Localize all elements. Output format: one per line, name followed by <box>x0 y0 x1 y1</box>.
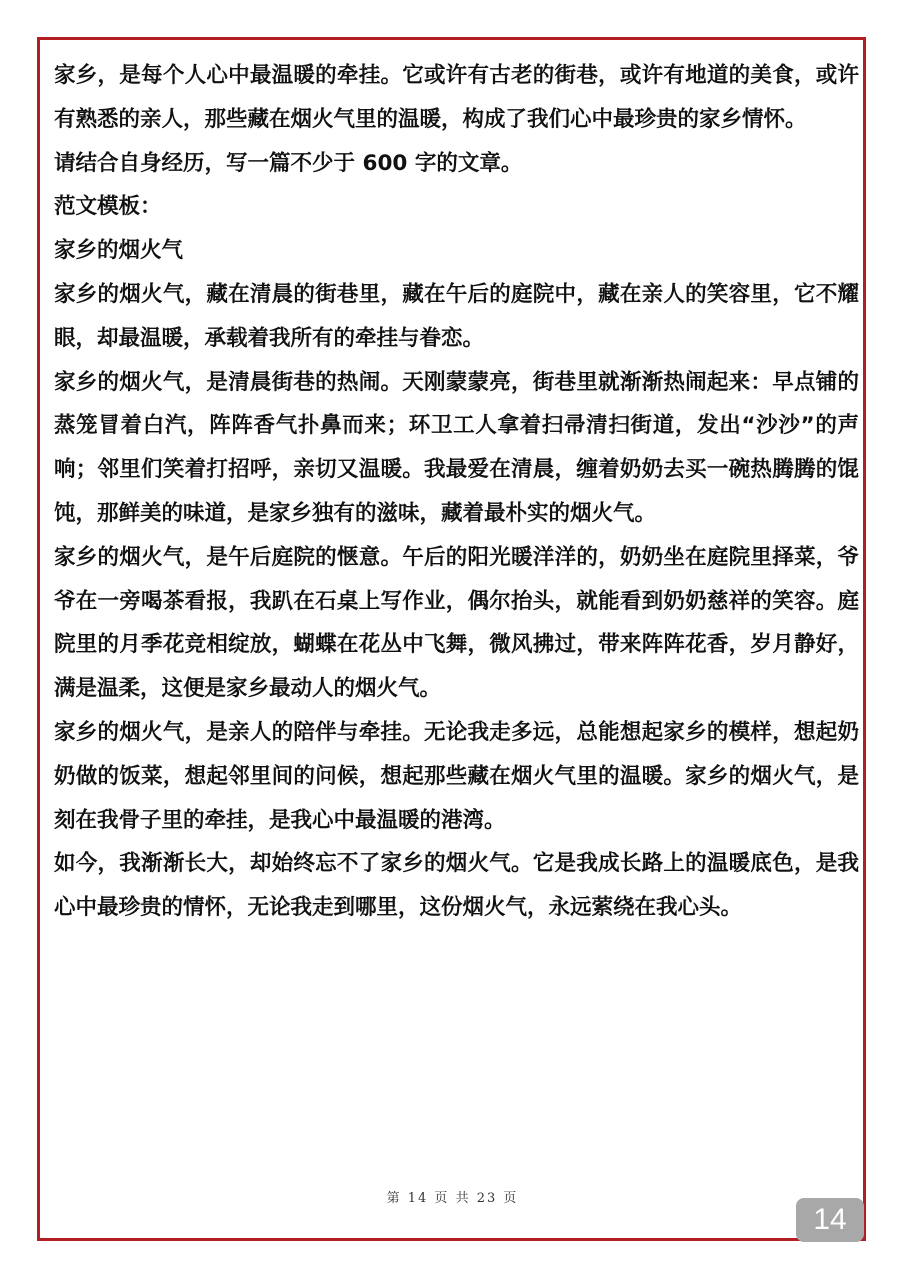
essay-paragraph: 家乡的烟火气，是清晨街巷的热闹。天刚蒙蒙亮，街巷里就渐渐热闹起来：早点铺的蒸笼冒着白汽，阵阵香气扑鼻而来；环卫工人拿着扫帚清扫街道，发出“沙沙”的声响；邻里们笑着打招呼，亲切又温暖。我最爱在清晨，缠着奶奶去买一碗热腾腾的馄饨，那鲜美的味道，是家乡独有的滋味，藏着最朴实的烟火气。 <box>54 369 859 526</box>
essay-paragraph: 如今，我渐渐长大，却始终忘不了家乡的烟火气。它是我成长路上的温暖底色，是我心中最珍贵的情怀，无论我走到哪里，这份烟火气，永远萦绕在我心头。 <box>54 851 859 921</box>
essay-title: 家乡的烟火气 <box>54 238 184 264</box>
essay-paragraph: 家乡的烟火气，是亲人的陪伴与牵挂。无论我走多远，总能想起家乡的模样，想起奶奶做的饭菜，想起邻里间的问候，想起那些藏在烟火气里的温暖。家乡的烟火气，是刻在我骨子里的牵挂，是我心中最温暖的港湾。 <box>54 719 859 833</box>
template-label: 范文模板： <box>54 194 162 220</box>
essay-body <box>54 54 859 930</box>
page-footer: 第 14 页 共 23 页 <box>386 1191 519 1206</box>
instruction-paragraph: 请结合自身经历，写一篇不少于 600 字的文章。 <box>54 150 523 176</box>
page-number-badge: 14 <box>796 1198 864 1242</box>
prompt-paragraph: 家乡，是每个人心中最温暖的牵挂。它或许有古老的街巷，或许有地道的美食，或许有熟悉的亲人，那些藏在烟火气里的温暖，构成了我们心中最珍贵的家乡情怀。 <box>54 63 859 132</box>
essay-paragraph: 家乡的烟火气，是午后庭院的惬意。午后的阳光暖洋洋的，奶奶坐在庭院里择菜，爷爷在一旁喝茶看报，我趴在石桌上写作业，偶尔抬头，就能看到奶奶慈祥的笑容。庭院里的月季花竞相绽放，蝴蝶在花丛中飞舞，微风拂过，带来阵阵花香，岁月静好，满是温柔，这便是家乡最动人的烟火气。 <box>54 544 859 702</box>
essay-paragraph: 家乡的烟火气，藏在清晨的街巷里，藏在午后的庭院中，藏在亲人的笑容里，它不耀眼，却最温暖，承载着我所有的牵挂与眷恋。 <box>54 281 859 351</box>
